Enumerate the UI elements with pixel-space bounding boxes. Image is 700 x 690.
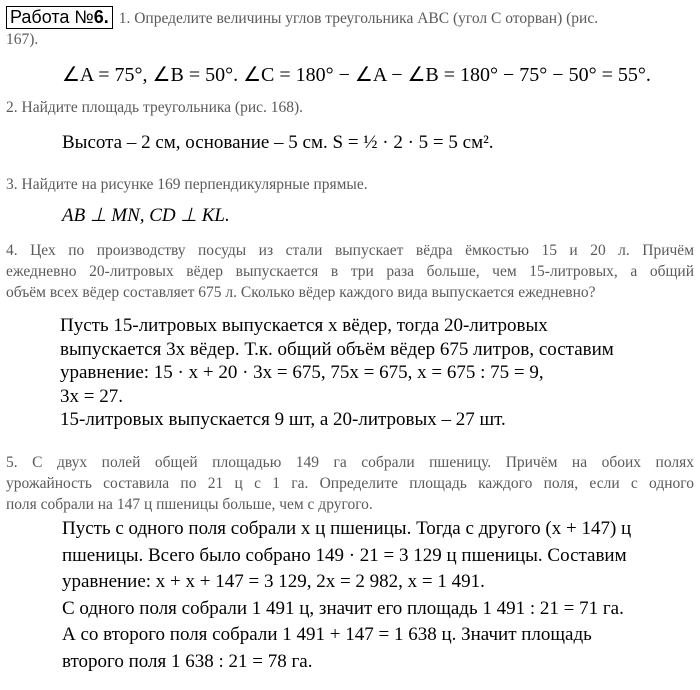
- task-4-answer: Пусть 15-литровых выпускается x вёдер, тогда 20-литровых выпускается 3x вёдер. Т.к. общий объём вёдер 675 литров, составим уравнение: 15 · x + 20 · 3x = 675, 75x = 675, x = 675 : 75 = 9, 3x = 27. 15-литровых выпускается 9 шт, а 20-литровых – 27 шт.: [60, 315, 614, 430]
- task-2-question: 2. Найдите площадь треугольника (рис. 168).: [6, 99, 304, 116]
- task-3-answer: AB ⊥ MN, CD ⊥ KL.: [62, 205, 230, 226]
- task-4-question: 4. Цех по производству посуды из стали выпускает вёдра ёмкостью 15 и 20 л. Причём ежедневно 20-литровых вёдер выпускается в три раза больше, чем 15-литровых, а общий объём всех вёдер составляет 675 л. Сколько вёдер каждого вида выпускается ежедневно?: [6, 242, 694, 301]
- task-1-answer: ∠A = 75°, ∠B = 50°. ∠C = 180° − ∠A − ∠B = 180° − 75° − 50° = 55°.: [62, 64, 651, 86]
- task-1-question: Работа №6. 1. Определите величины углов треугольника ABC (угол C оторван) (рис. 167).: [6, 7, 599, 48]
- task-5-question: 5. С двух полей общей площадью 149 га собрали пшеницу. Причём на обоих полях урожайность составила по 21 ц с 1 га. Определите площадь каждого поля, если с одного поля собрали на 147 ц пшеницы больше, чем с другого.: [6, 454, 694, 513]
- task-5-answer: Пусть с одного поля собрали x ц пшеницы. Тогда с другого (x + 147) ц пшеницы. Всего было собрано 149 · 21 = 3 129 ц пшеницы. Составим уравнение: x + x + 147 = 3 129, 2x = 2 982, x = 1 491. С одного поля собрали 1 491 ц, значит его площадь 1 491 : 21 = 71 га. А со второго поля собрали 1 491 + 147 = 1 638 ц. Значит площадь второго поля 1 638 : 21 = 78 га.: [62, 518, 632, 672]
- task-3-question: 3. Найдите на рисунке 169 перпендикулярные прямые.: [6, 176, 368, 193]
- work-title-badge: Работа №6.: [6, 6, 113, 29]
- task-2-answer: Высота – 2 см, основание – 5 см. S = ½ · 2 · 5 = 5 см².: [62, 132, 494, 153]
